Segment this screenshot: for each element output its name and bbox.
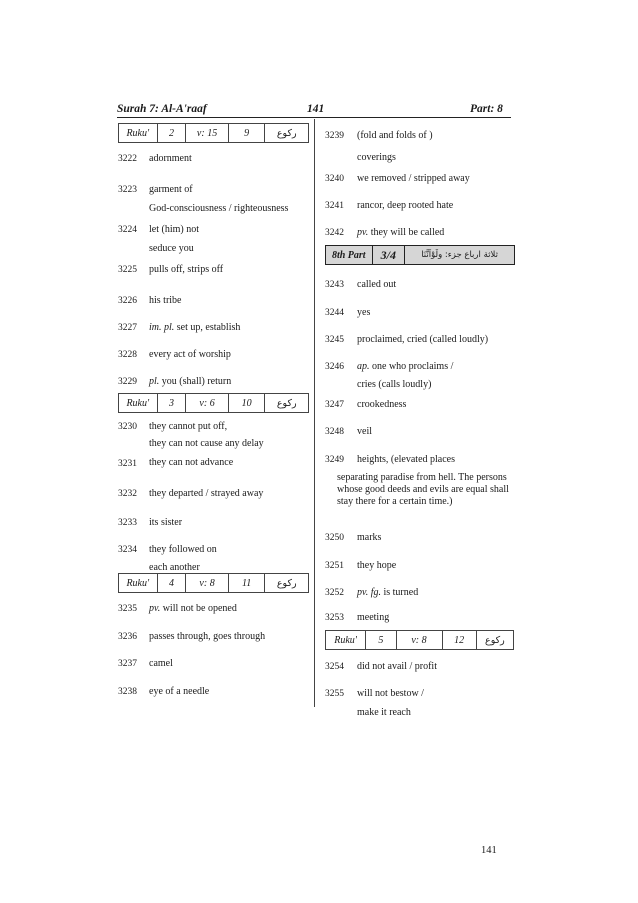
- entry-meaning: they can not advance: [149, 457, 234, 468]
- entry-meaning: crookedness: [357, 399, 407, 410]
- entry-meaning-cont: make it reach: [357, 707, 411, 718]
- ruku-count: 10: [229, 394, 266, 412]
- ruku-verse: v: 8: [186, 574, 229, 592]
- entry-number: 3248: [325, 427, 344, 437]
- ruku-label: Ruku': [326, 631, 366, 649]
- entry-number: 3255: [325, 689, 344, 699]
- ruku-number: 3: [158, 394, 187, 412]
- entry-meaning: garment of: [149, 184, 193, 195]
- ruku-count: 9: [229, 124, 266, 142]
- ruku-count: 12: [443, 631, 477, 649]
- entry-meaning: they followed on: [149, 544, 217, 555]
- ruku-label: Ruku': [119, 124, 158, 142]
- ruku-arabic: رکوع: [276, 127, 297, 139]
- entry-number: 3245: [325, 335, 344, 345]
- entry-number: 3233: [118, 518, 137, 528]
- entry-meaning: proclaimed, cried (called loudly): [357, 334, 489, 345]
- entry-meaning: meeting: [357, 612, 390, 623]
- ruku-box: [118, 393, 309, 413]
- entry-meaning: pulls off, strips off: [149, 264, 224, 275]
- meaning-text: will not be opened: [162, 603, 237, 614]
- ruku-number: 4: [158, 574, 187, 592]
- entry-meaning: will not bestow /: [357, 688, 424, 699]
- entry-number: 3225: [118, 265, 137, 275]
- entry-number: 3246: [325, 362, 344, 372]
- entry-number: 3238: [118, 687, 137, 697]
- entry-meaning: [357, 587, 418, 598]
- entry-number: 3228: [118, 350, 137, 360]
- entry-number: 3253: [325, 613, 344, 623]
- ruku-arabic: رکوع: [276, 577, 297, 589]
- entry-meaning-cont: God-consciousness / righteousness: [149, 203, 289, 214]
- entry-number: 3222: [118, 154, 137, 164]
- ruku-box: [118, 123, 309, 143]
- entry-meaning: we removed / stripped away: [357, 173, 470, 184]
- surah-title: Surah 7: Al-A'raaf: [117, 103, 207, 115]
- column-divider: [314, 119, 315, 707]
- entry-meaning: eye of a needle: [149, 686, 210, 697]
- entry-number: 3226: [118, 296, 137, 306]
- ruku-box: [325, 630, 514, 650]
- meaning-text: set up, establish: [176, 322, 241, 333]
- entry-meaning: veil: [357, 426, 372, 437]
- entry-number: 3236: [118, 632, 137, 642]
- entry-meaning: they departed / strayed away: [149, 488, 264, 499]
- entry-number: 3232: [118, 489, 137, 499]
- entry-number: 3250: [325, 533, 344, 543]
- header-rule: [117, 117, 511, 118]
- entry-meaning: its sister: [149, 517, 183, 528]
- entry-number: 3223: [118, 185, 137, 195]
- entry-note: separating paradise from hell. The persons whose good deeds and evils are equal shall stay there for a certain time.): [337, 472, 509, 507]
- entry-meaning: they hope: [357, 560, 397, 571]
- grammar-tag: pv. fg.: [357, 587, 381, 598]
- ruku-verse: v: 8: [397, 631, 443, 649]
- entry-number: 3227: [118, 323, 137, 333]
- ruku-box: [118, 573, 309, 593]
- ruku-label: Ruku': [119, 394, 158, 412]
- part-fraction: 3/4: [373, 246, 406, 264]
- meaning-text: you (shall) return: [161, 376, 232, 387]
- entry-meaning: called out: [357, 279, 397, 290]
- ruku-arabic: رکوع: [276, 397, 297, 409]
- entry-meaning: camel: [149, 658, 173, 669]
- entry-meaning: heights, (elevated places: [357, 454, 456, 465]
- entry-meaning: [357, 361, 453, 372]
- entry-meaning: [357, 227, 444, 238]
- entry-number: 3229: [118, 377, 137, 387]
- grammar-tag: im. pl.: [149, 322, 175, 333]
- entry-number: 3224: [118, 225, 137, 235]
- entry-number: 3251: [325, 561, 344, 571]
- entry-number: 3230: [118, 422, 137, 432]
- entry-number: 3243: [325, 280, 344, 290]
- ruku-count: 11: [229, 574, 266, 592]
- entry-number: 3240: [325, 174, 344, 184]
- entry-number: 3234: [118, 545, 137, 555]
- entry-number: 3231: [118, 459, 137, 469]
- page-number-footer: 141: [481, 845, 497, 856]
- entry-number: 3249: [325, 455, 344, 465]
- entry-number: 3244: [325, 308, 344, 318]
- entry-number: 3254: [325, 662, 344, 672]
- entry-meaning: his tribe: [149, 295, 182, 306]
- entry-meaning: [149, 322, 240, 333]
- grammar-tag: pv.: [149, 603, 161, 614]
- entry-meaning-cont: each another: [149, 562, 200, 573]
- entry-number: 3241: [325, 201, 344, 211]
- entry-meaning-cont: cries (calls loudly): [357, 379, 432, 390]
- ruku-arabic: رکوع: [485, 634, 505, 646]
- entry-meaning: did not avail / profit: [357, 661, 437, 672]
- entry-meaning: passes through, goes through: [149, 631, 266, 642]
- entry-number: 3235: [118, 604, 137, 614]
- entry-meaning: [149, 376, 231, 387]
- entry-meaning: they cannot put off,: [149, 421, 228, 432]
- entry-number: 3239: [325, 131, 344, 141]
- entry-meaning: every act of worship: [149, 349, 231, 360]
- entry-meaning: rancor, deep rooted hate: [357, 200, 454, 211]
- entry-meaning: adornment: [149, 153, 192, 164]
- entry-meaning: yes: [357, 307, 371, 318]
- entry-number: 3247: [325, 400, 344, 410]
- entry-meaning-cont: seduce you: [149, 243, 194, 254]
- ruku-verse: v: 6: [186, 394, 229, 412]
- entry-number: 3252: [325, 588, 344, 598]
- part-label: 8th Part: [326, 246, 373, 264]
- page-number-header: 141: [307, 103, 325, 115]
- entry-number: 3237: [118, 659, 137, 669]
- grammar-tag: pl.: [149, 376, 160, 387]
- ruku-number: 2: [158, 124, 187, 142]
- grammar-tag: ap.: [357, 361, 370, 372]
- ruku-label: Ruku': [119, 574, 158, 592]
- part-label: Part: 8: [470, 103, 503, 115]
- entry-meaning-cont: coverings: [357, 152, 396, 163]
- entry-meaning: (fold and folds of ): [357, 130, 433, 141]
- entry-meaning: let (him) not: [149, 224, 199, 235]
- meaning-text: is turned: [383, 587, 419, 598]
- part-arabic: ثلاثة ارباع جزء: ولَوْاَنَّنَا: [421, 250, 498, 260]
- grammar-tag: pv.: [357, 227, 369, 238]
- entry-meaning: marks: [357, 532, 382, 543]
- entry-number: 3242: [325, 228, 344, 238]
- meaning-text: one who proclaims /: [372, 361, 454, 372]
- ruku-number: 5: [366, 631, 396, 649]
- entry-meaning-cont: they can not cause any delay: [149, 438, 264, 449]
- part-marker-box: [325, 245, 515, 265]
- entry-meaning: [149, 603, 237, 614]
- meaning-text: they will be called: [370, 227, 445, 238]
- ruku-verse: v: 15: [186, 124, 229, 142]
